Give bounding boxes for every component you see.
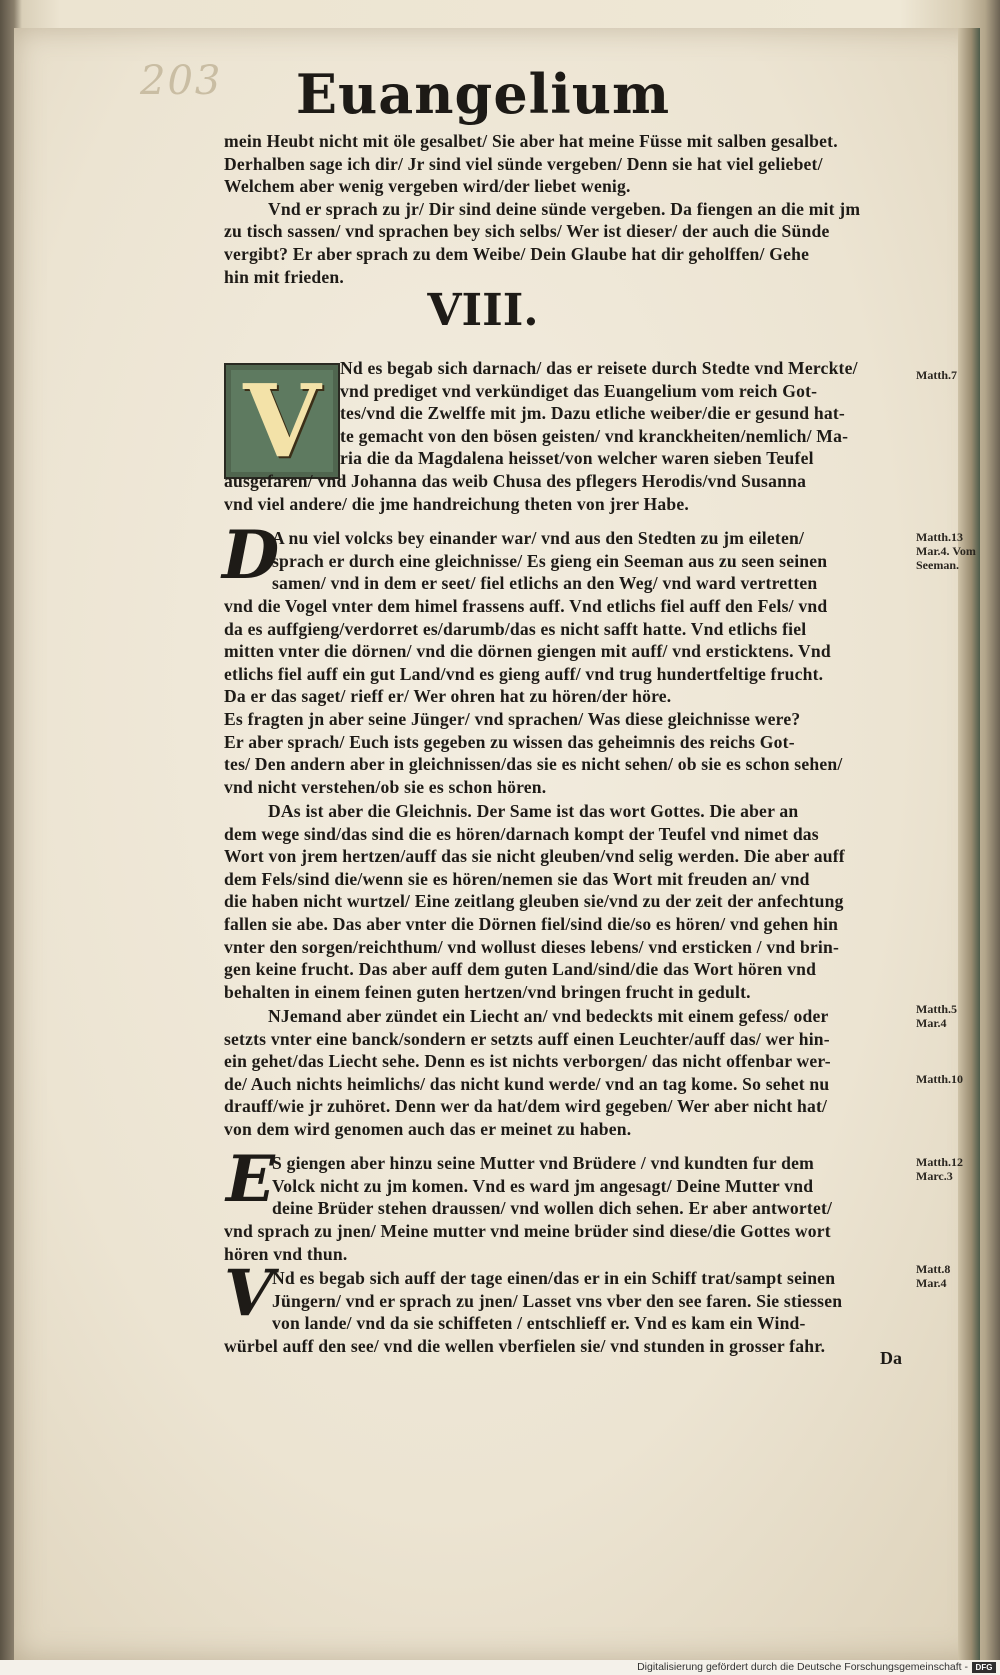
paragraph-seeman-short <box>272 527 914 595</box>
margin-note: Matth.7 <box>916 368 957 382</box>
text-line: Volck nicht zu jm komen. Vnd es ward jm angesagt/ Deine Mutter vnd <box>272 1175 814 1196</box>
text-line: vnd nicht verstehen/ob sie es schon hören. <box>224 776 547 797</box>
paragraph-mutter-full <box>224 1220 914 1265</box>
digitization-footer <box>0 1660 1000 1675</box>
text-line: Nd es begab sich darnach/ das er reisete durch Stedte vnd Merckte/ <box>340 358 858 378</box>
text-line: Wort von jrem hertzen/auff das sie nicht gleuben/vnd selig werden. Die aber auff <box>224 846 845 867</box>
folio-number: 203 <box>140 58 223 104</box>
text-line: samen/ vnd in dem er seet/ fiel etlichs an den Weg/ vnd ward vertretten <box>272 573 818 594</box>
margin-note: Matth.5 Mar.4 <box>916 1002 957 1030</box>
text-line: dem wege sind/das sind die es hören/darnach kompt der Teufel vnd nimet das <box>224 823 819 844</box>
drop-letter-v: V <box>224 1256 274 1331</box>
text-line: zu tisch sassen/ vnd sprachen bey sich selbs/ Wer ist dieser/ der auch die Sünde <box>224 221 830 242</box>
paragraph-fragten <box>224 708 914 798</box>
catchword: Da <box>880 1348 902 1368</box>
text-line: Da er das saget/ rieff er/ Wer ohren hat zu hören/der höre. <box>224 686 672 707</box>
text-line: Jüngern/ vnd er sprach zu jnen/ Lasset vns vber den see faren. Sie stiessen <box>272 1290 843 1311</box>
text-line: Es fragten jn aber seine Jünger/ vnd sprachen/ Was diese gleichnisse were? <box>224 709 801 729</box>
margin-note: Matt.8 Mar.4 <box>916 1262 951 1290</box>
text-line: die haben nicht wurtzel/ Eine zeitlang gleuben sie/vnd zu der zeit der anfechtung <box>224 891 844 912</box>
text-line: vnter den sorgen/reichthum/ vnd wollust dieses lebens/ vnd ersticken / vnd brin- <box>224 936 840 957</box>
text-line: A nu viel volcks bey einander war/ vnd aus den Stedten zu jm eileten/ <box>272 528 805 548</box>
margin-note: Matth.10 <box>916 1072 963 1086</box>
paragraph-top <box>224 130 914 288</box>
paragraph-schiff-short <box>272 1267 914 1335</box>
text-line: NJemand aber zündet ein Liecht an/ vnd bedeckts mit einem gefess/ oder <box>268 1006 829 1026</box>
text-line: DAs ist aber die Gleichnis. Der Same ist das wort Gottes. Die aber an <box>268 801 799 821</box>
text-line: mein Heubt nicht mit öle gesalbet/ Sie aber hat meine Füsse mit salben gesalbet. <box>224 131 838 151</box>
book-spine <box>958 28 980 1660</box>
margin-note: Matth.13 Mar.4. Vom Seeman. <box>916 530 976 572</box>
text-line: ein gehet/das Liecht sehe. Denn es ist nichts verborgen/ das nicht offenbar wer- <box>224 1051 831 1072</box>
text-line: fallen sie abe. Das aber vnter die Dörnen fiel/sind die/so es hören/ vnd gehen hin <box>224 913 839 934</box>
drop-letter-e: E <box>226 1142 275 1217</box>
drop-letter-d: D <box>222 516 280 594</box>
text-line: Er aber sprach/ Euch ists gegeben zu wissen das geheimnis des reichs Got- <box>224 731 795 752</box>
text-line: dem Fels/sind die/wenn sie es hören/nemen sie das Wort mit freuden an/ vnd <box>224 868 810 889</box>
decorated-initial <box>224 363 340 479</box>
text-line: vnd viel andere/ die jme handreichung theten von jrer Habe. <box>224 493 690 514</box>
paragraph-ch8-full <box>224 470 914 515</box>
text-line: Nd es begab sich auff der tage einen/das er in ein Schiff trat/sampt seinen <box>272 1268 836 1288</box>
text-line: behalten in einem feinen guten hertzen/vnd bringen frucht in gedult. <box>224 981 751 1002</box>
text-line: ria die da Magdalena heisset/von welcher waren sieben Teufel <box>340 448 814 469</box>
text-line: S giengen aber hinzu seine Mutter vnd Brüdere / vnd kundten fur dem <box>272 1153 814 1173</box>
margin-note: Matth.12 Marc.3 <box>916 1155 963 1183</box>
text-line: von dem wird genomen auch das er meinet zu haben. <box>224 1118 632 1139</box>
text-line: drauff/wie jr zuhöret. Denn wer da hat/dem wird gegeben/ Wer aber nicht hat/ <box>224 1096 828 1117</box>
text-line: da es auffgieng/verdorret es/darumb/das es nicht safft hatte. Vnd etlichs fiel <box>224 618 807 639</box>
text-line: würbel auff den see/ vnd die wellen vberfielen sie/ vnd stunden in grosser fahr. <box>224 1336 826 1356</box>
paragraph-gleichnis <box>224 800 914 1003</box>
text-line: vnd sprach zu jnen/ Meine mutter vnd meine brüder sind diese/die Gottes wort <box>224 1221 831 1241</box>
text-line: hören vnd thun. <box>224 1243 348 1264</box>
text-line: ausgefaren/ vnd Johanna das weib Chusa des pflegers Herodis/vnd Susanna <box>224 471 807 491</box>
paragraph-schiff-full <box>224 1335 884 1358</box>
paragraph-mutter-short <box>272 1152 914 1220</box>
text-line: gen keine frucht. Das aber auff dem guten Land/sind/die das Wort hören vnd <box>224 959 817 980</box>
paragraph-ch8-short <box>340 357 914 470</box>
text-line: setzts vnter eine banck/sondern er setzts auff einen Leuchter/auff das/ wer hin- <box>224 1028 830 1049</box>
text-line: vergibt? Er aber sprach zu dem Weibe/ Dein Glaube hat dir geholffen/ Gehe <box>224 243 810 264</box>
footer-text: Digitalisierung gefördert durch die Deutsche Forschungsgemeinschaft - <box>637 1661 968 1673</box>
dfg-logo: DFG <box>972 1662 996 1673</box>
page-title: Euangelium <box>295 62 671 126</box>
text-line: deine Brüder stehen draussen/ vnd wollen dich sehen. Er aber antwortet/ <box>272 1198 833 1219</box>
text-line: te gemacht von den bösen geisten/ vnd kranckheiten/nemlich/ Ma- <box>340 425 849 446</box>
text-line: sprach er durch eine gleichnisse/ Es gieng ein Seeman aus zu seen seinen <box>272 550 828 571</box>
initial-letter: V <box>243 362 321 480</box>
text-line: von lande/ vnd da sie schiffeten / entschlieff er. Vnd es kam ein Wind- <box>272 1313 806 1334</box>
text-line: Welchem aber wenig vergeben wird/der liebet wenig. <box>224 176 631 197</box>
paragraph-liecht <box>224 1005 914 1141</box>
text-line: mitten vnter die dörnen/ vnd die dörnen giengen mit auff/ vnd ersticktens. Vnd <box>224 641 831 662</box>
paragraph-seeman-full <box>224 595 914 708</box>
text-line: tes/ Den andern aber in gleichnissen/das sie es nicht sehen/ ob sie es schon sehen/ <box>224 754 843 775</box>
text-line: vnd die Vogel vnter dem himel frassens auff. Vnd etlichs fiel auff den Fels/ vnd <box>224 596 828 616</box>
text-line: hin mit frieden. <box>224 266 344 287</box>
text-line: de/ Auch nichts heimlichs/ das nicht kund werde/ vnd an tag kome. So sehet nu <box>224 1073 830 1094</box>
text-line: vnd prediget vnd verkündiget das Euangelium vom reich Got- <box>340 380 818 401</box>
text-line: tes/vnd die Zwelffe mit jm. Dazu etliche weiber/die er gesund hat- <box>340 403 845 424</box>
text-line: Derhalben sage ich dir/ Jr sind viel sünde vergeben/ Denn sie hat viel geliebet/ <box>224 153 823 174</box>
text-line: Vnd er sprach zu jr/ Dir sind deine sünde vergeben. Da fiengen an die mit jm <box>268 198 861 219</box>
text-line: etlichs fiel auff ein gut Land/vnd es gieng auff/ vnd trug hundertfeltige frucht. <box>224 663 824 684</box>
chapter-heading: VIII. <box>427 285 539 336</box>
